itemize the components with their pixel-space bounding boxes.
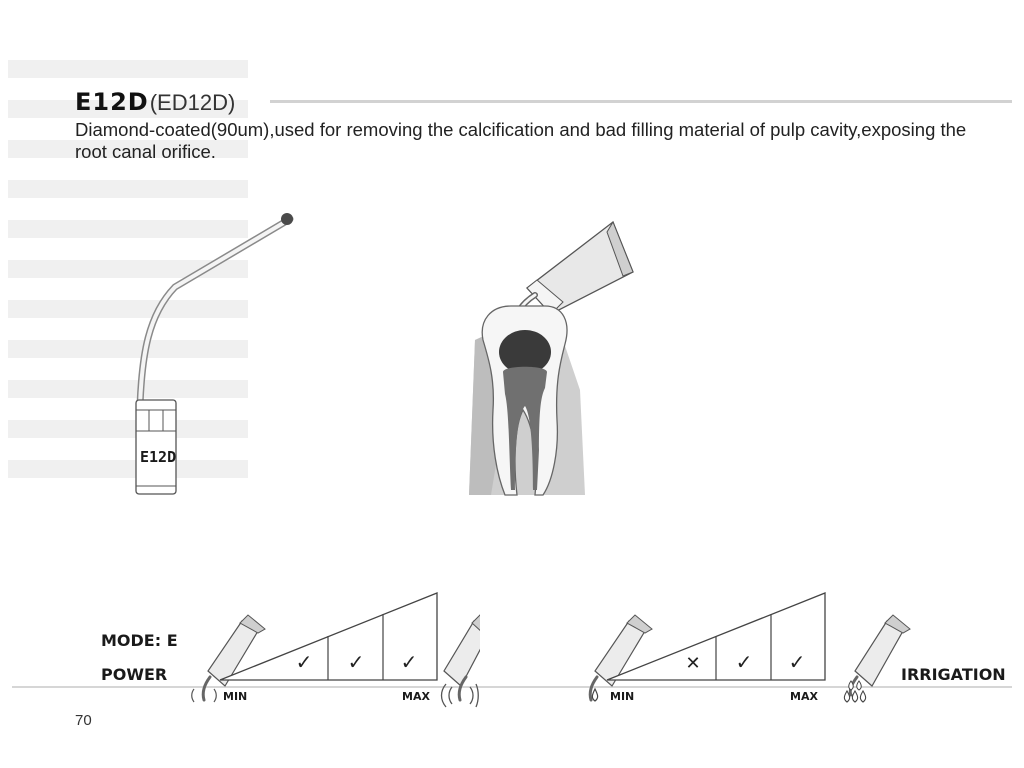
power-min-handpiece-icon <box>192 615 265 702</box>
power-mark-3: ✓ <box>400 650 418 674</box>
product-alt-code: (ED12D) <box>149 90 236 115</box>
power-label: POWER <box>101 665 168 684</box>
product-description: Diamond-coated(90um),used for removing the calcification and bad filling material of pulp cavity,exposing the root canal orifice. <box>75 119 967 162</box>
irrigation-max-handpiece-icon <box>844 615 910 702</box>
power-max-label: MAX <box>402 690 430 703</box>
power-max-handpiece-icon <box>442 615 481 707</box>
tip-label: E12D <box>140 448 177 466</box>
irrigation-mark-3: ✓ <box>788 650 806 674</box>
irrigation-label: IRRIGATION <box>901 665 1006 684</box>
page-number: 70 <box>75 712 92 729</box>
tooth-illustration <box>455 210 655 500</box>
irrigation-mark-1: ✕ <box>685 653 701 674</box>
irrigation-min-handpiece-icon <box>590 615 652 701</box>
irrigation-mark-2: ✓ <box>735 650 753 674</box>
mode-label: MODE: E <box>101 631 178 650</box>
product-code: E12D <box>75 88 149 116</box>
power-mark-2: ✓ <box>347 650 365 674</box>
power-chart <box>180 585 480 710</box>
irrigation-max-label: MAX <box>790 690 818 703</box>
power-min-label: MIN <box>223 690 248 703</box>
tip-illustration <box>120 205 320 505</box>
power-mark-1: ✓ <box>295 650 313 674</box>
header-rule <box>270 100 1012 103</box>
product-title <box>75 88 235 116</box>
irrigation-min-label: MIN <box>610 690 635 703</box>
irrigation-chart <box>585 585 915 710</box>
